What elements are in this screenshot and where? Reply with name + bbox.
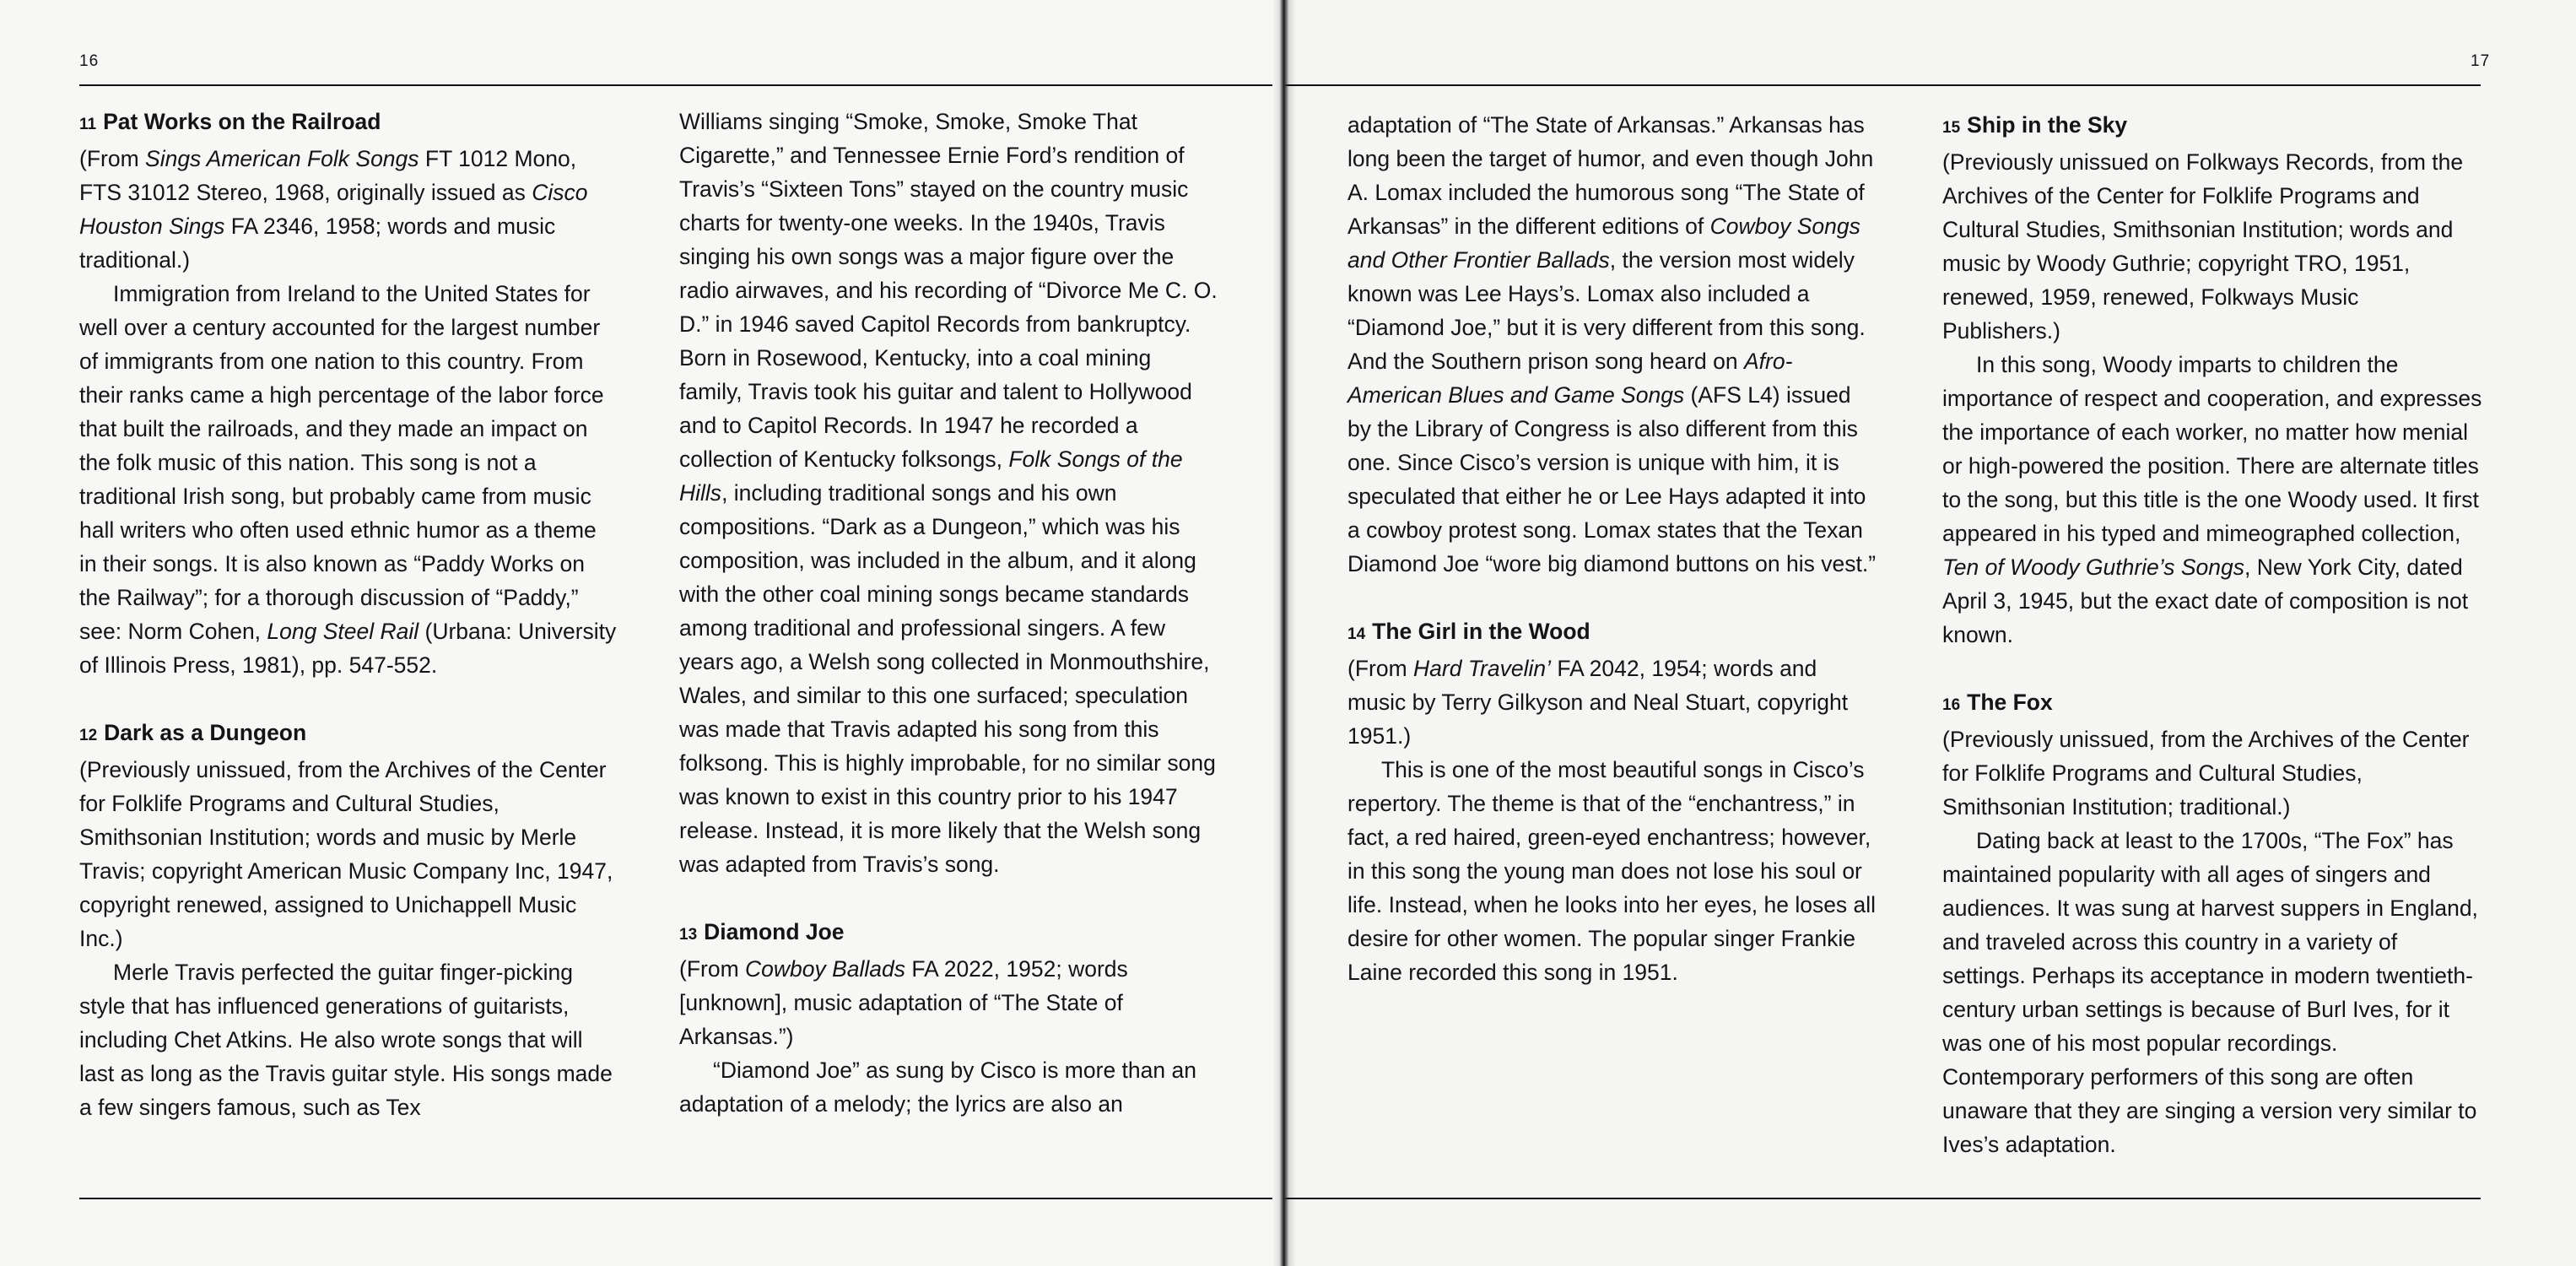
text-run: (Previously unissued, from the Archives of the Center for Folklife Programs and Cultural Studies, Smithsonian Institution; words and music by Merle Travis; copyright American Music Company Inc, 1947, copyright renewed, assigned to Unichappell Music Inc.) (79, 757, 613, 951)
text-run: , the version most widely known was Lee Hays’s. Lomax also included a “Diamond Joe,” but it is very different from this song. And the Southern prison song heard on (1347, 247, 1866, 374)
column-3 (1347, 108, 1879, 989)
track-notes (79, 277, 619, 682)
bottom-rule (79, 1198, 1272, 1199)
track-info (79, 753, 619, 955)
track-info (1942, 722, 2482, 824)
text-run: adaptation of “The State of Arkansas.” Arkansas has long been the target of humor, and even though John A. Lomax included the humorous song “The State of Arkansas” in the different editions of (1347, 112, 1874, 239)
track-number: 11 (79, 116, 97, 133)
track-info (1942, 145, 2482, 348)
italic-title: Afro-American Blues and Game Songs (1347, 349, 1793, 408)
page-number: 17 (2471, 52, 2491, 70)
column-2 (679, 105, 1219, 1121)
track-title: The Fox (1967, 690, 2053, 715)
section-heading (1942, 108, 2482, 145)
text-run: Dating back at least to the 1700s, “The Fox” has maintained popularity with all ages of singers and audiences. It was sung at harvest suppers in England, and traveled across this country in a variety of settings. Perhaps its acceptance in modern twentieth-century urban settings is because of Burl Ives, for it was one of his most popular recordings. Contemporary performers of this song are often unaware that they are singing a version very similar to Ives’s adaptation. (1942, 828, 2478, 1157)
column-1 (79, 105, 619, 1124)
text-run: Immigration from Ireland to the United States for well over a century accounted for the largest number of immigrants from one nation to this country. From their ranks came a high percentage of the labor force that built the railroads, and they made an impact on the folk music of this nation. This song is not a traditional Irish song, but probably came from music hall writers who often used ethnic humor as a theme in their songs. It is also known as “Paddy Works on the Railway”; for a thorough discussion of “Paddy,” see: Norm Cohen, (79, 281, 604, 644)
page-number: 16 (79, 52, 100, 70)
italic-title: Sings American Folk Songs (145, 146, 419, 171)
track-info (79, 142, 619, 277)
column-4 (1942, 108, 2482, 1161)
track-notes (1347, 753, 1879, 989)
text-run: FA 2346, 1958; words and music traditional.) (79, 214, 556, 273)
text-run: (Urbana: University of Illinois Press, 1981), pp. 547-552. (79, 619, 617, 678)
text-run: Williams singing “Smoke, Smoke, Smoke That Cigarette,” and Tennessee Ernie Ford’s rendition of Travis’s “Sixteen Tons” stayed on the country music charts for twenty-one weeks. In the 1940s, Travis singing his own songs was a major figure over the radio airwaves, and his recording of “Divorce Me C. O. D.” in 1946 saved Capitol Records from bankruptcy. Born in Rosewood, Kentucky, into a coal mining family, Travis took his guitar and talent to Hollywood and to Capitol Records. In 1947 he recorded a collection of Kentucky folksongs, (679, 109, 1218, 472)
text-run: (AFS L4) issued by the Library of Congress is also different from this one. Since Cisco’s version is unique with him, it is speculated that either he or Lee Hays adapted it into a cowboy protest song. Lomax states that the Texan Diamond Joe “wore big diamond buttons on his vest.” (1347, 382, 1877, 576)
top-rule (1284, 84, 2481, 86)
text-run: (From (1347, 656, 1414, 681)
track-number: 14 (1347, 625, 1366, 643)
text-run: (From (679, 956, 746, 982)
text-run: Merle Travis perfected the guitar finger-picking style that has influenced generations of guitarists, including Chet Atkins. He also wrote songs that will last as long as the Travis guitar style. His songs made a few singers famous, such as Tex (79, 960, 613, 1120)
text-run: , New York City, dated April 3, 1945, but the exact date of composition is not known. (1942, 555, 2469, 647)
bottom-rule (1284, 1198, 2481, 1199)
text-run: “Diamond Joe” as sung by Cisco is more than an adaptation of a melody; the lyrics are also an (679, 1058, 1196, 1117)
text-run: (From (79, 146, 146, 171)
text-run: FA 2022, 1952; words [unknown], music adaptation of “The State of Arkansas.”) (679, 956, 1128, 1049)
book-gutter (1272, 0, 1296, 1266)
text-run: (Previously unissued, from the Archives of the Center for Folklife Programs and Cultural Studies, Smithsonian Institution; traditional.) (1942, 727, 2470, 820)
right-page (1284, 0, 2576, 1266)
italic-title: Hard Travelin’ (1413, 656, 1551, 681)
track-notes (1347, 108, 1879, 581)
italic-title: Cowboy Songs and Other Frontier Ballads (1347, 214, 1860, 273)
section-heading (1347, 614, 1879, 652)
text-run: In this song, Woody imparts to children the importance of respect and cooperation, and expresses the importance of each worker, no matter how menial or high-powered the position. There are alternate titles to the song, but this title is the one Woody used. It first appeared in his typed and mimeographed collection, (1942, 352, 2482, 546)
section-heading (679, 915, 1219, 952)
italic-title: Cowboy Ballads (745, 956, 906, 982)
top-rule (79, 84, 1272, 86)
track-number: 15 (1942, 119, 1961, 137)
track-number: 12 (79, 727, 98, 744)
track-notes (79, 955, 619, 1124)
left-page (0, 0, 1281, 1266)
track-info (679, 952, 1219, 1053)
track-title: Dark as a Dungeon (104, 720, 307, 745)
italic-title: Cisco Houston Sings (79, 180, 588, 239)
track-notes (1942, 824, 2482, 1161)
track-title: The Girl in the Wood (1372, 619, 1590, 644)
track-number: 13 (679, 926, 698, 944)
track-notes (679, 105, 1219, 881)
track-title: Ship in the Sky (1967, 112, 2128, 138)
text-run: , including traditional songs and his own compositions. “Dark as a Dungeon,” which was his composition, was included in the album, and it along with the other coal mining songs became standards among traditional and professional singers. A few years ago, a Welsh song collected in Monmouthshire, Wales, and similar to this one surfaced; speculation was made that Travis adapted his song from this folksong. This is highly improbable, for no similar song was known to exist in this country prior to his 1947 release. Instead, it is more likely that the Welsh song was adapted from Travis’s song. (679, 480, 1216, 877)
section-heading (1942, 685, 2482, 722)
section-heading (79, 105, 619, 142)
italic-title: Long Steel Rail (267, 619, 419, 644)
text-run: FA 2042, 1954; words and music by Terry Gilkyson and Neal Stuart, copyright 1951.) (1347, 656, 1849, 749)
text-run: This is one of the most beautiful songs in Cisco’s repertory. The theme is that of the “enchantress,” in fact, a red haired, green-eyed enchantress; however, in this song the young man does not lose his soul or life. Instead, when he looks into her eyes, he loses all desire for other women. The popular singer Frankie Laine recorded this song in 1951. (1347, 757, 1877, 985)
track-notes (1942, 348, 2482, 652)
track-info (1347, 652, 1879, 753)
track-title: Diamond Joe (704, 919, 845, 944)
track-number: 16 (1942, 696, 1961, 714)
text-run: FT 1012 Mono, FTS 31012 Stereo, 1968, originally issued as (79, 146, 577, 205)
text-run: (Previously unissued on Folkways Records, from the Archives of the Center for Folklife Programs and Cultural Studies, Smithsonian Institution; words and music by Woody Guthrie; copyright TRO, 1951, renewed, 1959, renewed, Folkways Music Publishers.) (1942, 149, 2464, 344)
italic-title: Folk Songs of the Hills (679, 446, 1183, 506)
section-heading (79, 716, 619, 753)
track-title: Pat Works on the Railroad (103, 109, 381, 134)
italic-title: Ten of Woody Guthrie’s Songs (1942, 555, 2244, 580)
track-notes (679, 1053, 1219, 1121)
